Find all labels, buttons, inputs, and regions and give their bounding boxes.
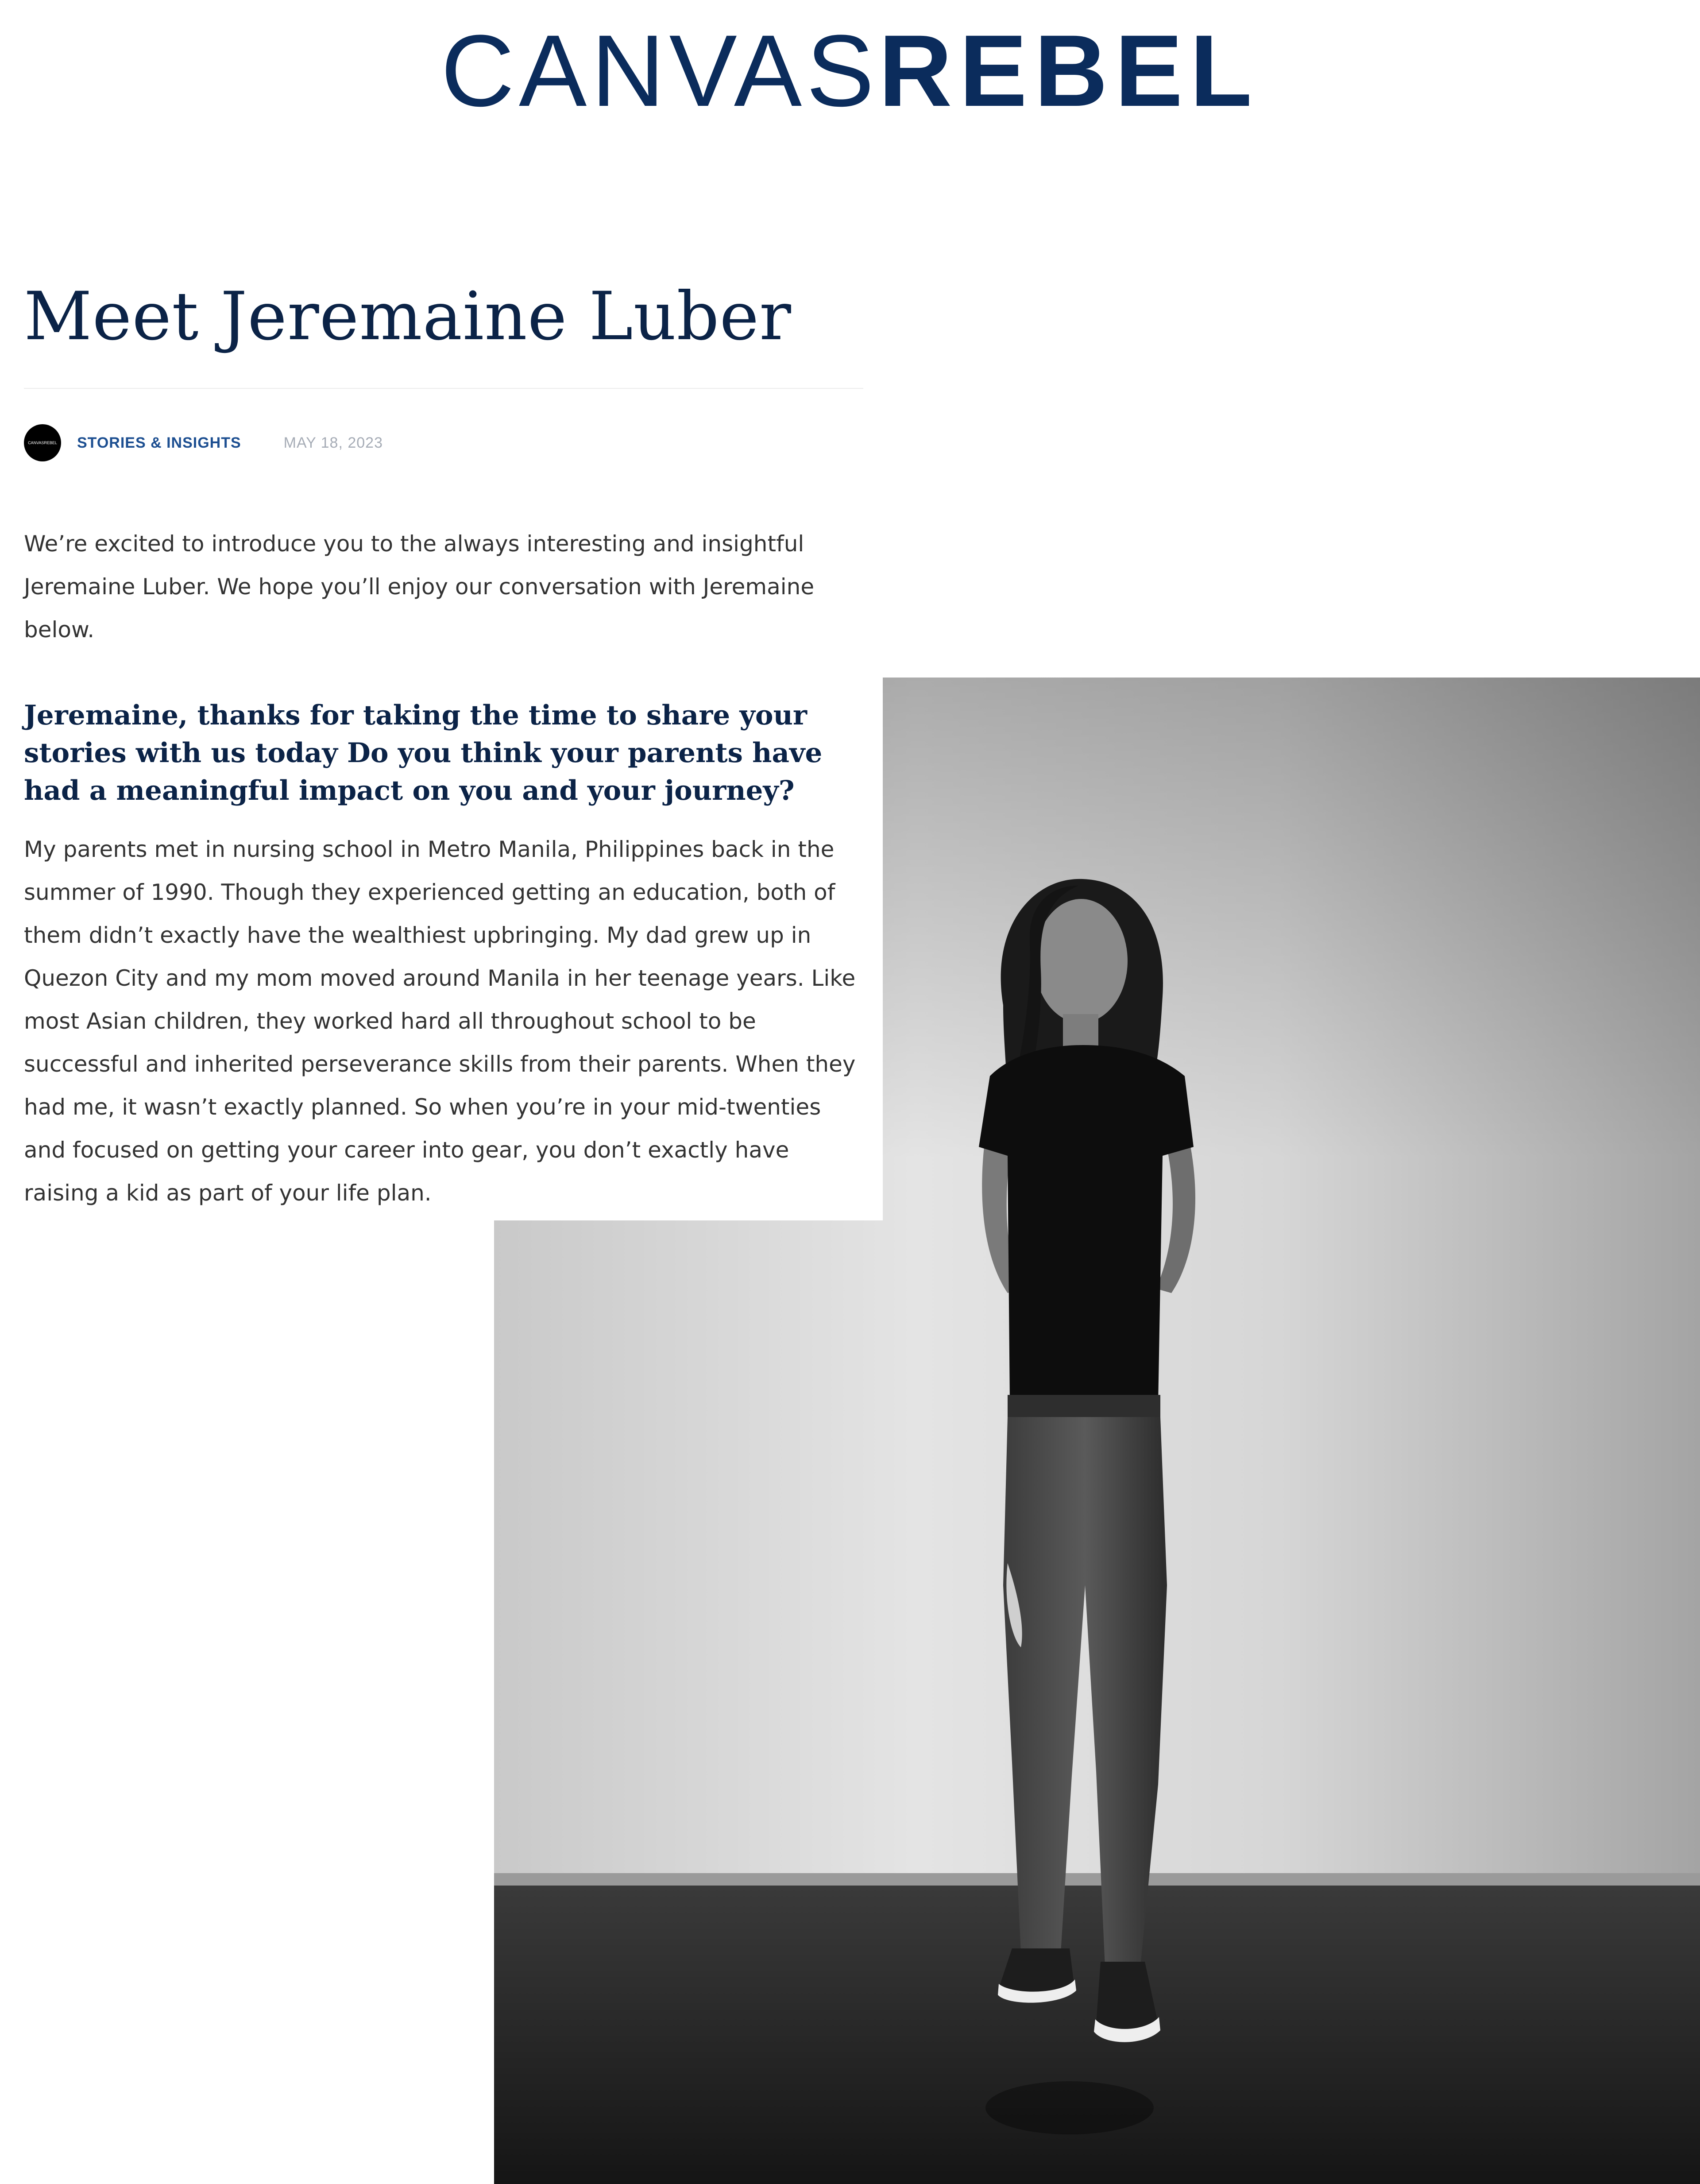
article-body — [0, 278, 883, 1220]
post-date: MAY 18, 2023 — [283, 434, 383, 451]
interview-question: Jeremaine, thanks for taking the time to share your stories with us today Do you think your parents have had a meaningful impact on you and your journey? — [24, 700, 823, 806]
author-avatar[interactable] — [24, 424, 61, 461]
interview-answer: My parents met in nursing school in Metro Manila, Philippines back in the summer of 1990. Though they experienced getting an education, both of them didn’t exactly have the wealthiest upbringing. My dad grew up in Quezon City and my mom moved around Manila in her teenage years. Like most Asian children, they worked hard all throughout school to be successful and inherited perseverance skills from their parents. When they had me, it wasn’t exactly planned. So when you’re in your mid-twenties and focused on getting your career into gear, you don’t exactly have raising a kid as part of your life plan. — [24, 836, 856, 1206]
avatar-logo-text: CANVASREBEL — [28, 441, 57, 445]
category-link[interactable]: STORIES & INSIGHTS — [77, 434, 241, 451]
logo-wordmark-light: CANVAS — [440, 14, 879, 128]
page-title: Meet Jeremaine Luber — [24, 278, 792, 355]
intro-paragraph: We’re excited to introduce you to the always interesting and insightful Jeremaine Luber. We hope you’ll enjoy our conversation with Jeremaine below. — [24, 531, 815, 643]
title-divider — [24, 388, 863, 389]
post-meta — [24, 424, 383, 461]
site-logo[interactable] — [0, 14, 1700, 128]
logo-wordmark-bold: REBEL — [878, 14, 1260, 128]
